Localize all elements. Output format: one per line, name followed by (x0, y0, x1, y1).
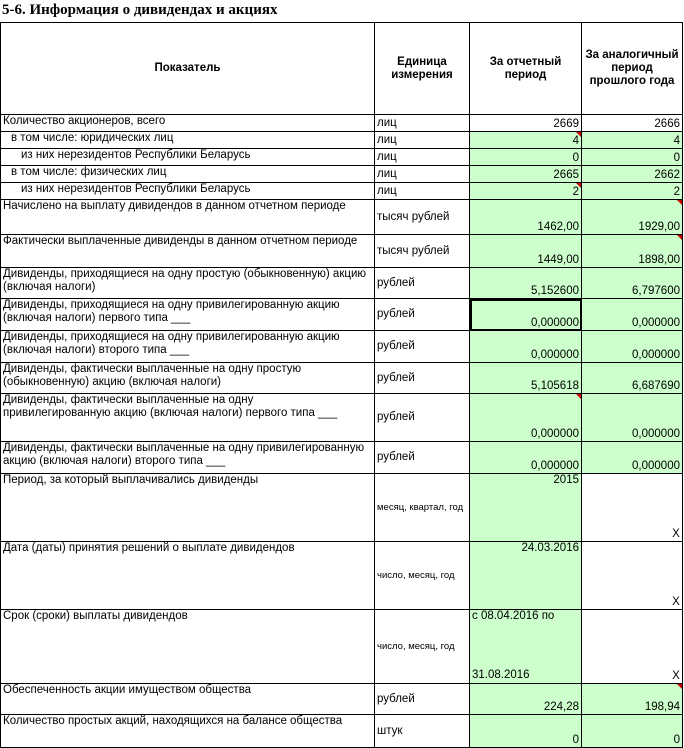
table-row (1, 299, 683, 331)
cell-previous[interactable]: 0 (582, 149, 683, 166)
cell-current[interactable]: 0 (470, 149, 582, 166)
row-unit: тысяч рублей (375, 200, 470, 235)
row-unit: лиц (375, 115, 470, 132)
cell-previous[interactable]: 0 (582, 715, 683, 748)
cell-current[interactable]: 1449,00 (470, 235, 582, 268)
cell-previous[interactable]: 2662 (582, 166, 683, 183)
cell-previous[interactable]: 0,000000 (582, 299, 683, 331)
cell-current[interactable]: 2669 (470, 115, 582, 132)
table-row (1, 610, 683, 684)
header-current-period: За отчетный период (470, 23, 582, 115)
row-unit: число, месяц, год (375, 610, 470, 684)
cell-previous[interactable]: 2 (582, 183, 683, 200)
table-row (1, 715, 683, 748)
cell-current[interactable]: 0,000000 (470, 331, 582, 363)
table-row (1, 363, 683, 394)
section-title: 5-6. Информация о дивидендах и акциях (2, 2, 278, 18)
row-unit: рублей (375, 299, 470, 331)
cell-current[interactable]: 5,152600 (470, 268, 582, 299)
cell-current[interactable]: 1462,00 (470, 200, 582, 235)
row-unit: число, месяц, год (375, 542, 470, 610)
row-unit: месяц, квартал, год (375, 474, 470, 542)
table-row (1, 132, 683, 149)
cell-previous[interactable]: 0,000000 (582, 331, 683, 363)
table-row (1, 331, 683, 363)
cell-current[interactable]: 0,000000 (470, 394, 582, 442)
cell-current[interactable]: 2015 (470, 474, 582, 542)
table-row (1, 166, 683, 183)
cell-previous[interactable]: X (582, 610, 683, 684)
table-row (1, 115, 683, 132)
table-row (1, 200, 683, 235)
cell-previous[interactable]: 6,687690 (582, 363, 683, 394)
row-label-top: Дивиденды, фактически выплаченные на одну (3, 394, 254, 406)
row-label: Количество акционеров, всего (1, 115, 375, 132)
row-label: из них нерезидентов Республики Беларусь (1, 183, 375, 200)
table-row (1, 684, 683, 715)
header-unit: Единица измерения (375, 23, 470, 115)
cell-previous[interactable]: 1929,00 (582, 200, 683, 235)
cell-current[interactable]: 5,105618 (470, 363, 582, 394)
row-label: Дивиденды, приходящиеся на одну простую (обыкновенную) акцию (включая налоги) (1, 268, 375, 299)
table-row (1, 149, 683, 166)
cell-current[interactable]: 4 (470, 132, 582, 149)
header-previous-period: За аналогичный период прошлого года (582, 23, 683, 115)
row-unit: рублей (375, 684, 470, 715)
row-label-bottom: привилегированную акцию (включая налоги) первого типа ___ (3, 407, 338, 419)
payment-start: с 08.04.2016 по (472, 610, 555, 622)
dividends-table (0, 22, 683, 748)
table-row (1, 394, 683, 442)
row-label: Период, за который выплачивались дивиденды (1, 474, 375, 542)
row-unit: лиц (375, 149, 470, 166)
header-indicator: Показатель (1, 23, 375, 115)
cell-current[interactable]: 0 (470, 715, 582, 748)
table-row (1, 474, 683, 542)
row-unit: рублей (375, 394, 470, 442)
cell-previous[interactable]: 6,797600 (582, 268, 683, 299)
row-unit: рублей (375, 268, 470, 299)
row-label: Дивиденды, приходящиеся на одну привилегированную акцию (включая налоги) первого типа ___ (1, 299, 375, 331)
table-row (1, 183, 683, 200)
row-label: Фактически выплаченные дивиденды в данном отчетном периоде (1, 235, 375, 268)
row-unit: лиц (375, 166, 470, 183)
cell-previous[interactable]: 2666 (582, 115, 683, 132)
cell-current[interactable] (470, 610, 582, 684)
row-label: Дивиденды, фактически выплаченные на одну простую (обыкновенную) акцию (включая налоги) (1, 363, 375, 394)
row-label: из них нерезидентов Республики Беларусь (1, 149, 375, 166)
row-unit: рублей (375, 363, 470, 394)
row-label: Дата (даты) принятия решений о выплате дивидендов (1, 542, 375, 610)
cell-previous[interactable]: 4 (582, 132, 683, 149)
row-label: Срок (сроки) выплаты дивидендов (1, 610, 375, 684)
cell-previous[interactable]: 1898,00 (582, 235, 683, 268)
table-row (1, 235, 683, 268)
row-label: Обеспеченность акции имуществом общества (1, 684, 375, 715)
row-unit: штук (375, 715, 470, 748)
cell-current[interactable]: 2665 (470, 166, 582, 183)
row-unit: тысяч рублей (375, 235, 470, 268)
row-label: Дивиденды, фактически выплаченные на одну привилегированную акцию (включая налоги) второго типа ___ (1, 442, 375, 474)
table-row (1, 542, 683, 610)
cell-current-selected[interactable]: 0,000000 (470, 299, 582, 331)
cell-previous[interactable]: X (582, 542, 683, 610)
row-label: Начислено на выплату дивидендов в данном отчетном периоде (1, 200, 375, 235)
cell-previous[interactable]: 198,94 (582, 684, 683, 715)
row-label (1, 394, 375, 442)
row-unit: лиц (375, 183, 470, 200)
row-unit: лиц (375, 132, 470, 149)
table-row (1, 442, 683, 474)
row-unit: рублей (375, 331, 470, 363)
cell-previous[interactable]: X (582, 474, 683, 542)
row-label: Количество простых акций, находящихся на балансе общества (1, 715, 375, 748)
row-label: в том числе: физических лиц (1, 166, 375, 183)
cell-current[interactable]: 224,28 (470, 684, 582, 715)
table-row (1, 268, 683, 299)
row-label: Дивиденды, приходящиеся на одну привилегированную акцию (включая налоги) второго типа ___ (1, 331, 375, 363)
cell-current[interactable]: 2 (470, 183, 582, 200)
payment-end: 31.08.2016 (472, 669, 530, 681)
cell-current[interactable]: 0,000000 (470, 442, 582, 474)
row-unit: рублей (375, 442, 470, 474)
cell-previous[interactable]: 0,000000 (582, 442, 683, 474)
row-label: в том числе: юридических лиц (1, 132, 375, 149)
cell-current[interactable]: 24.03.2016 (470, 542, 582, 610)
cell-previous[interactable]: 0,000000 (582, 394, 683, 442)
